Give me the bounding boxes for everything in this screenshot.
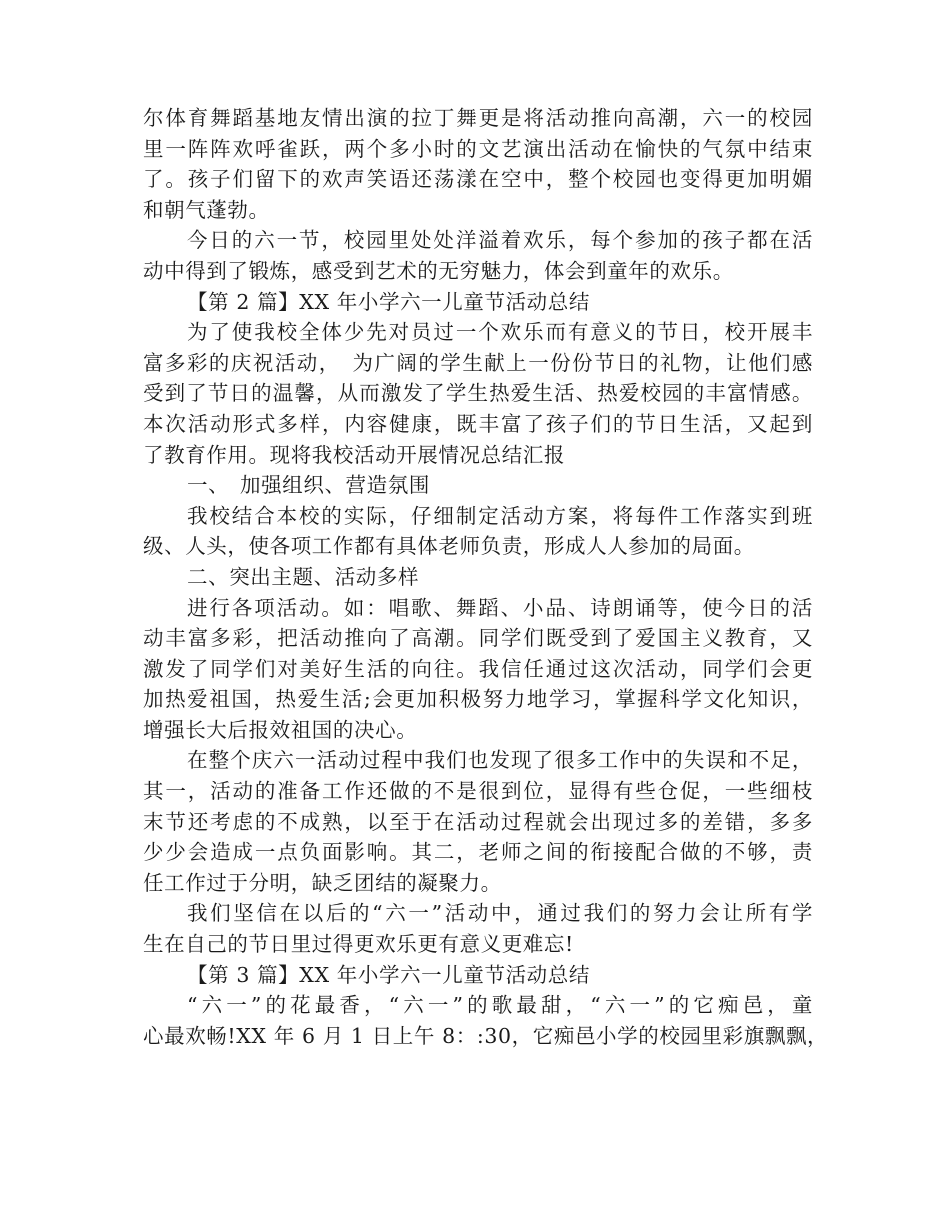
text-line: 我们坚信在以后的“六一”活动中，通过我们的努力会让所有学 bbox=[187, 901, 813, 926]
text-line: 一、 加强组织、营造氛围 bbox=[187, 473, 430, 498]
text-line: 动丰富多彩，把活动推向了高潮。同学们既受到了爱国主义教育，又 bbox=[143, 626, 813, 651]
text-line: 了。孩子们留下的欢声笑语还荡漾在空中，整个校园也变得更加明媚 bbox=[143, 167, 813, 192]
text-line: 任工作过于分明，缺乏团结的凝聚力。 bbox=[143, 870, 502, 895]
text-line: “六一”的花最香，“六一”的歌最甜，“六一”的它痴邑，童 bbox=[187, 993, 813, 1018]
text-line: 动中得到了锻炼，感受到艺术的无穷魅力，体会到童年的欢乐。 bbox=[143, 258, 734, 283]
text-line: 末节还考虑的不成熟，以至于在活动过程就会出现过多的差错，多多 bbox=[143, 809, 813, 834]
text-line: 富多彩的庆祝活动， 为广阔的学生献上一份份节日的礼物，让他们感 bbox=[143, 350, 813, 375]
text-line: 受到了节日的温馨，从而激发了学生热爱生活、热爱校园的丰富情感。 bbox=[143, 381, 813, 406]
text-line: 二、突出主题、活动多样 bbox=[187, 564, 420, 589]
text-line: 里一阵阵欢呼雀跃，两个多小时的文艺演出活动在愉快的气氛中结束 bbox=[143, 136, 813, 161]
text-line: 级、人头，使各项工作都有具体老师负责，形成人人参加的局面。 bbox=[143, 534, 755, 559]
text-line: 加热爱祖国，热爱生活;会更加积极努力地学习，掌握科学文化知识， bbox=[143, 687, 813, 712]
text-line: 了教育作用。现将我校活动开展情况总结汇报 bbox=[143, 442, 565, 467]
text-line: 增强长大后报效祖国的决心。 bbox=[143, 717, 418, 742]
document-body bbox=[143, 103, 829, 1051]
text-line: 本次活动形式多样，内容健康，既丰富了孩子们的节日生活，又起到 bbox=[143, 411, 813, 436]
text-line: 心最欢畅!XX 年 6 月 1 日上午 8：:30，它痴邑小学的校园里彩旗飘飘， bbox=[143, 1023, 829, 1048]
text-line: 激发了同学们对美好生活的向往。我信任通过这次活动，同学们会更 bbox=[143, 656, 813, 681]
text-line: 和朝气蓬勃。 bbox=[143, 197, 270, 222]
text-line: 我校结合本校的实际，仔细制定活动方案，将每件工作落实到班 bbox=[187, 503, 813, 528]
text-line: 进行各项活动。如：唱歌、舞蹈、小品、诗朗诵等，使今日的活 bbox=[187, 595, 813, 620]
text-line: 为了使我校全体少先对员过一个欢乐而有意义的节日，校开展丰 bbox=[187, 320, 813, 345]
text-line: 生在自己的节日里过得更欢乐更有意义更难忘! bbox=[143, 932, 574, 957]
text-line: 【第 2 篇】XX 年小学六一儿童节活动总结 bbox=[187, 289, 590, 314]
text-line: 尔体育舞蹈基地友情出演的拉丁舞更是将活动推向高潮，六一的校园 bbox=[143, 106, 813, 130]
text-line: 【第 3 篇】XX 年小学六一儿童节活动总结 bbox=[187, 962, 590, 987]
text-line: 在整个庆六一活动过程中我们也发现了很多工作中的失误和不足， bbox=[187, 748, 813, 773]
text-line: 少少会造成一点负面影响。其二，老师之间的衔接配合做的不够，责 bbox=[143, 840, 813, 865]
text-line: 今日的六一节，校园里处处洋溢着欢乐，每个参加的孩子都在活 bbox=[187, 228, 813, 253]
text-line: 其一，活动的准备工作还做的不是很到位，显得有些仓促，一些细枝 bbox=[143, 779, 813, 804]
